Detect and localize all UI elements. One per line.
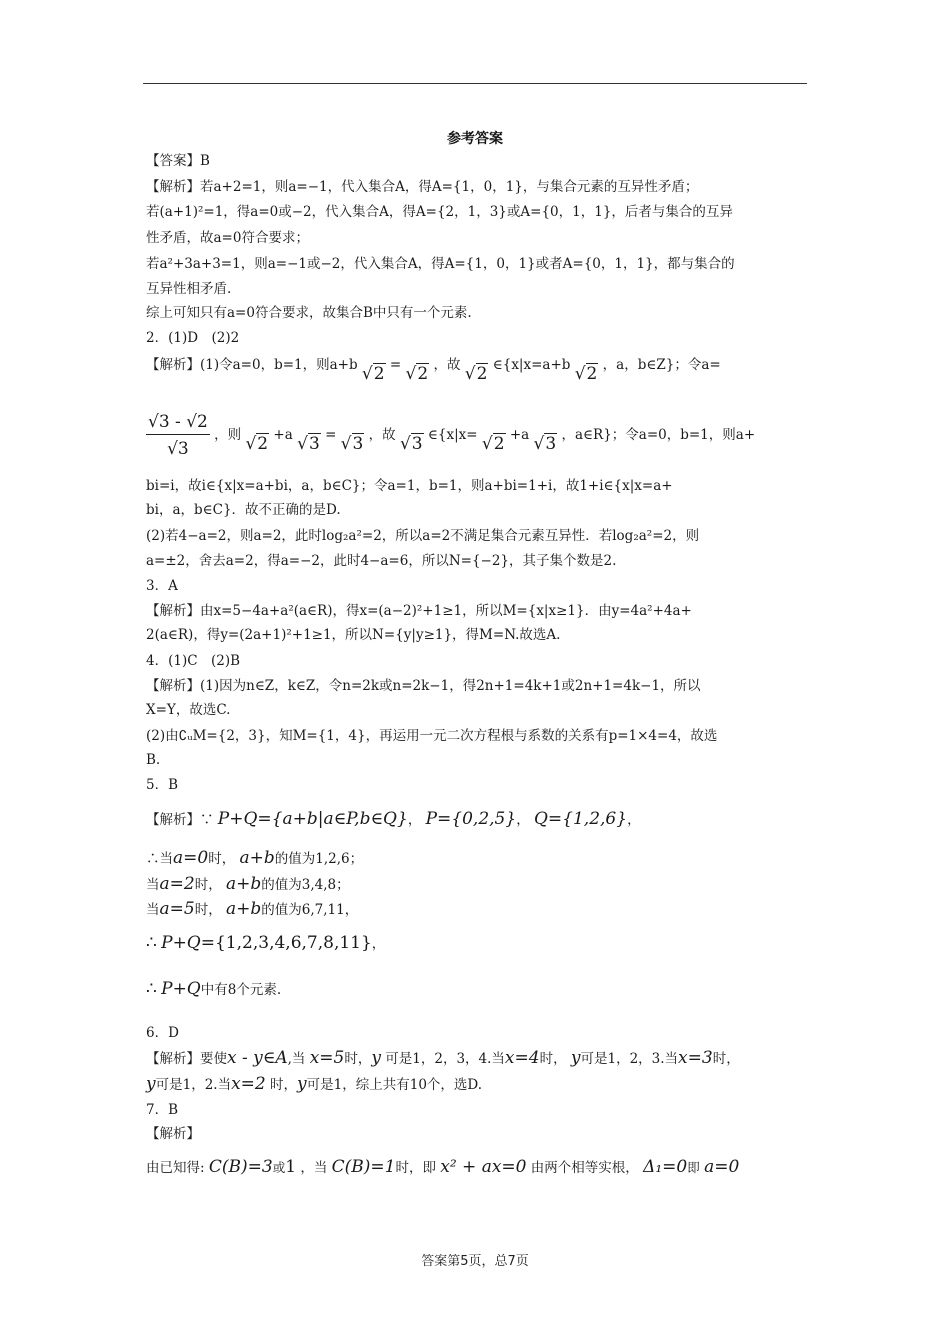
q1-explain-4: 若a²+3a+3=1，则a=−1或−2，代入集合A，得A={1，0，1}或者A={0，1，1}，都与集合的 bbox=[146, 256, 735, 272]
sqrt-2: √2 bbox=[481, 434, 505, 454]
q7-explain-1: 由已知得: C(B)=3或1 ，当 C(B)=1时，即 x² + ax=0 由两个相等实根， Δ₁=0即 a=0 bbox=[146, 1157, 740, 1177]
q2-explain-4: bi，a，b∈C}．故不正确的是D. bbox=[146, 502, 341, 518]
q2-explain-6: a=±2，舍去a=2，得a=−2，此时4−a=6，所以N={−2}，其子集个数是2. bbox=[146, 553, 617, 569]
q4-explain-1: 【解析】(1)因为n∈Z，k∈Z，令n=2k或n=2k−1，得2n+1=4k+1或2n+1=4k−1，所以 bbox=[146, 678, 701, 694]
q4-explain-4: B. bbox=[146, 752, 161, 768]
q5-result: ∴ P+Q={1,2,3,4,6,7,8,11}， bbox=[146, 933, 386, 953]
page-footer: 答案第5页，总7页 bbox=[421, 1254, 529, 1269]
q5-case-a2: 当a=2时， a+b的值为3,4,8； bbox=[146, 874, 350, 894]
q5-count: ∴ P+Q中有8个元素. bbox=[146, 979, 282, 999]
sqrt-3: √3 bbox=[533, 434, 557, 454]
q2-answer: 2．(1)D (2)2 bbox=[146, 330, 240, 346]
q6-explain-2: y可是1，2.当x=2 时，y可是1，综上共有10个，选D. bbox=[146, 1074, 483, 1094]
q3-answer: 3．A bbox=[146, 578, 178, 594]
sqrt-3: √3 bbox=[340, 434, 364, 454]
q5-case-a0: ∴当a=0时， a+b的值为1,2,6； bbox=[146, 848, 364, 868]
sqrt-2: √2 bbox=[405, 364, 429, 384]
sqrt-2: √2 bbox=[245, 434, 269, 454]
q7-answer: 7．B bbox=[146, 1102, 179, 1118]
fraction: $\frac{√3 - √2}{√3}$ bbox=[148, 412, 208, 459]
q1-explain-5: 互异性相矛盾. bbox=[146, 281, 232, 297]
q2-explain-3: bi=i，故i∈{x|x=a+bi，a，b∈C}；令a=1，b=1，则a+bi=1+i，故1+i∈{x|x=a+ bbox=[146, 478, 673, 494]
q6-answer: 6．D bbox=[146, 1025, 179, 1041]
q3-explain-2: 2(a∈R)，得y=(2a+1)²+1≥1，所以N={y|y≥1}，得M=N.故选A. bbox=[146, 627, 561, 643]
sqrt-2: √2 bbox=[574, 364, 598, 384]
q4-answer: 4．(1)C (2)B bbox=[146, 653, 241, 669]
q5-case-a5: 当a=5时， a+b的值为6,7,11， bbox=[146, 899, 359, 919]
sqrt-2: √2 bbox=[464, 364, 488, 384]
sqrt-3: √3 bbox=[399, 434, 423, 454]
q2-explain-5: (2)若4−a=2，则a=2，此时log₂a²=2，所以a=2不满足集合元素互异性．若log₂a²=2，则 bbox=[146, 528, 700, 544]
page-title: 参考答案 bbox=[447, 131, 503, 147]
sqrt-2: √2 bbox=[361, 364, 385, 384]
q5-explain-1: 【解析】∵ P+Q={a+b|a∈P,b∈Q}， P={0,2,5}， Q={1,2,6}， bbox=[146, 809, 641, 829]
header-rule bbox=[143, 83, 807, 84]
q5-answer: 5．B bbox=[146, 777, 179, 793]
q2-explain-1: 【解析】(1)令a=0，b=1，则a+b √2 = √2 ，故 √2 ∈{x|x=a+b √2 ，a，b∈Z}；令a= bbox=[146, 357, 721, 384]
q2-explain-2: $\frac{√3 - √2}{√3}$ ，则 √2 +a √3 = √3 ，故 √3 ∈{x|x= √2 +a √3 ，a∈R}；令a=0，b=1，则a+ bbox=[148, 412, 756, 459]
q4-explain-3: (2)由∁ᵤM={2，3}，知M={1，4}，再运用一元二次方程根与系数的关系有p=1×4=4，故选 bbox=[146, 728, 718, 744]
q1-explain-1: 【解析】若a+2=1，则a=−1，代入集合A，得A={1，0，1}，与集合元素的互异性矛盾； bbox=[146, 179, 699, 195]
q6-explain-1: 【解析】要使x - y∈A,当 x=5时，y 可是1，2，3，4.当x=4时， y可是1，2，3.当x=3时， bbox=[146, 1048, 740, 1068]
q1-answer: 【答案】B bbox=[146, 153, 210, 169]
q4-explain-2: X=Y，故选C. bbox=[146, 702, 231, 718]
q1-conclusion: 综上可知只有a=0符合要求，故集合B中只有一个元素. bbox=[146, 305, 472, 321]
q7-explain-label: 【解析】 bbox=[146, 1126, 200, 1142]
sqrt-3: √3 bbox=[297, 434, 320, 454]
q1-explain-2: 若(a+1)²=1，得a=0或−2，代入集合A，得A={2，1，3}或A={0，1，1}，后者与集合的互异 bbox=[146, 204, 733, 220]
q3-explain-1: 【解析】由x=5−4a+a²(a∈R)，得x=(a−2)²+1≥1，所以M={x|x≥1}．由y=4a²+4a+ bbox=[146, 603, 692, 619]
q1-explain-3: 性矛盾，故a=0符合要求； bbox=[146, 230, 309, 246]
